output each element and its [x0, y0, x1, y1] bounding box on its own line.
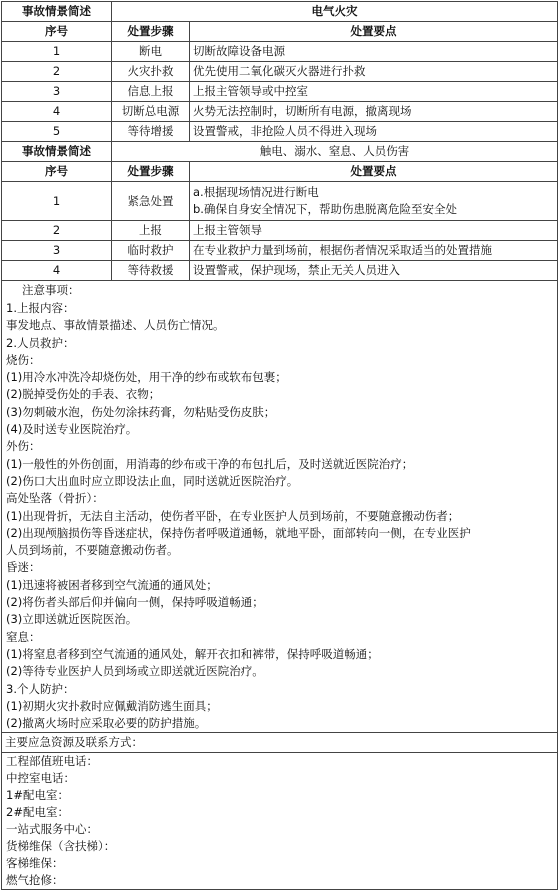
t1-col-seq: 序号 [2, 22, 112, 42]
notes-line: 3.个人防护： [6, 681, 75, 696]
notes-line: (2)出现颅脑损伤等昏迷症状，保持伤者呼吸道通畅，就地平卧，面部转向一侧，在专业医护 [6, 525, 471, 540]
seq-cell: 5 [2, 122, 112, 142]
step-cell: 紧急处置 [112, 182, 190, 221]
table-row [2, 241, 558, 261]
seq-cell: 3 [2, 82, 112, 102]
notes-line: 人员到场前，不要随意搬动伤者。 [6, 543, 179, 558]
contacts-body [2, 753, 558, 890]
point-line: b.确保自身安全情况下，帮助伤患脱离危险至安全处 [193, 202, 457, 216]
notes-line: (1)一般性的外伤创面，用消毒的纱布或干净的布包扎后，及时送就近医院治疗； [6, 456, 414, 471]
point-cell: 切断故障设备电源 [190, 42, 558, 62]
notes-line: (2)将伤者头部后仰并偏向一侧，保持呼吸道畅通； [6, 595, 264, 610]
step-cell: 信息上报 [112, 82, 190, 102]
table-row [2, 82, 558, 102]
contact-line: 工程部值班电话： [6, 754, 98, 769]
t2-col-seq: 序号 [2, 162, 112, 182]
notes-line: (1)初期火灾扑救时应佩戴消防逃生面具； [6, 698, 218, 713]
t2-scenario-row [2, 142, 558, 162]
notes-line: (2)伤口大出血时应立即设法止血，同时送就近医院治疗。 [6, 473, 299, 488]
t1-col-points: 处置要点 [190, 22, 558, 42]
notes-line: (1)用冷水冲洗冷却烧伤处，用干净的纱布或软布包裹； [6, 370, 287, 385]
table-row [2, 62, 558, 82]
contact-line: 货梯维保（含扶梯）： [6, 839, 116, 854]
notes-line: 高处坠落（骨折）： [6, 491, 104, 506]
t1-header-row [2, 22, 558, 42]
step-cell: 火灾扑救 [112, 62, 190, 82]
table-row [2, 122, 558, 142]
notes-line: 事发地点、事故情景描述、人员伤亡情况。 [6, 318, 225, 333]
notes-line: (1)出现骨折，无法自主活动，使伤者平卧，在专业医护人员到场前，不要随意搬动伤者； [6, 508, 460, 523]
notes-line: 窒息： [6, 629, 41, 644]
contact-line: 中控室电话： [6, 771, 75, 786]
t1-scenario-label: 事故情景简述 [2, 2, 112, 22]
point-cell: 设置警戒，保护现场，禁止无关人员进入 [190, 261, 558, 281]
t2-header-row [2, 162, 558, 182]
t1-col-step: 处置步骤 [112, 22, 190, 42]
t2-scenario-label: 事故情景简述 [2, 142, 112, 162]
t1-scenario-title: 电气火灾 [112, 2, 558, 22]
seq-cell: 2 [2, 221, 112, 241]
notes-line: (2)撤离火场时应采取必要的防护措施。 [6, 716, 207, 731]
table-row [2, 221, 558, 241]
contact-line: 一站式服务中心： [6, 822, 98, 837]
notes-line: 外伤： [6, 439, 41, 454]
notes-line: 烧伤： [6, 352, 41, 367]
contacts-title: 主要应急资源及联系方式： [2, 733, 558, 753]
notes-line: 2.人员救护： [6, 335, 75, 350]
notes-line: (2)脱掉受伤处的手表、衣物； [6, 387, 161, 402]
seq-cell: 1 [2, 182, 112, 221]
point-cell: 上报主管领导 [190, 221, 558, 241]
table-row [2, 102, 558, 122]
notes-line: (2)等待专业医护人员到场或立即送就近医院治疗。 [6, 664, 264, 679]
point-cell: 上报主管领导或中控室 [190, 82, 558, 102]
table-row [2, 42, 558, 62]
notes-line: (3)勿刺破水泡，伤处勿涂抹药膏，勿粘贴受伤皮肤； [6, 404, 276, 419]
seq-cell: 4 [2, 261, 112, 281]
t2-scenario-title: 触电、溺水、窒息、人员伤害 [112, 142, 558, 162]
point-cell: 火势无法控制时，切断所有电源，撤离现场 [190, 102, 558, 122]
notes-title-row [2, 281, 558, 301]
contact-line: 1#配电室： [6, 788, 69, 803]
point-line: a.根据现场情况进行断电 [193, 185, 319, 199]
notes-line: (1)迅速将被困者移到空气流通的通风处； [6, 577, 218, 592]
notes-line: (3)立即送就近医院医治。 [6, 612, 138, 627]
step-cell: 切断总电源 [112, 102, 190, 122]
step-cell: 临时救护 [112, 241, 190, 261]
point-cell: 在专业救护力量到场前，根据伤者情况采取适当的处置措施 [190, 241, 558, 261]
seq-cell: 3 [2, 241, 112, 261]
notes-line: 昏迷： [6, 560, 41, 575]
seq-cell: 4 [2, 102, 112, 122]
notes-line: (1)将窒息者移到空气流通的通风处，解开衣扣和裤带，保持呼吸道畅通； [6, 646, 379, 661]
contact-line: 2#配电室： [6, 805, 69, 820]
emergency-procedure-sheet [1, 1, 557, 890]
procedure-table [1, 1, 558, 890]
table-row [2, 182, 558, 221]
notes-line: (4)及时送专业医院治疗。 [6, 422, 138, 437]
step-cell: 断电 [112, 42, 190, 62]
step-cell: 上报 [112, 221, 190, 241]
notes-line: 1.上报内容： [6, 301, 75, 315]
t2-col-points: 处置要点 [190, 162, 558, 182]
step-cell: 等待增援 [112, 122, 190, 142]
point-cell: 设置警戒，非抢险人员不得进入现场 [190, 122, 558, 142]
point-cell: 优先使用二氧化碳灭火器进行扑救 [190, 62, 558, 82]
table-row [2, 261, 558, 281]
contacts-row [2, 753, 558, 890]
t1-scenario-row [2, 2, 558, 22]
notes-title: 注意事项： [2, 281, 558, 301]
notes-row [2, 300, 558, 733]
t2-col-step: 处置步骤 [112, 162, 190, 182]
notes-body [2, 300, 558, 733]
contact-line: 燃气抢修： [6, 873, 64, 888]
contacts-title-row [2, 733, 558, 753]
point-cell [190, 182, 558, 221]
seq-cell: 2 [2, 62, 112, 82]
step-cell: 等待救援 [112, 261, 190, 281]
contact-line: 客梯维保： [6, 856, 64, 871]
seq-cell: 1 [2, 42, 112, 62]
